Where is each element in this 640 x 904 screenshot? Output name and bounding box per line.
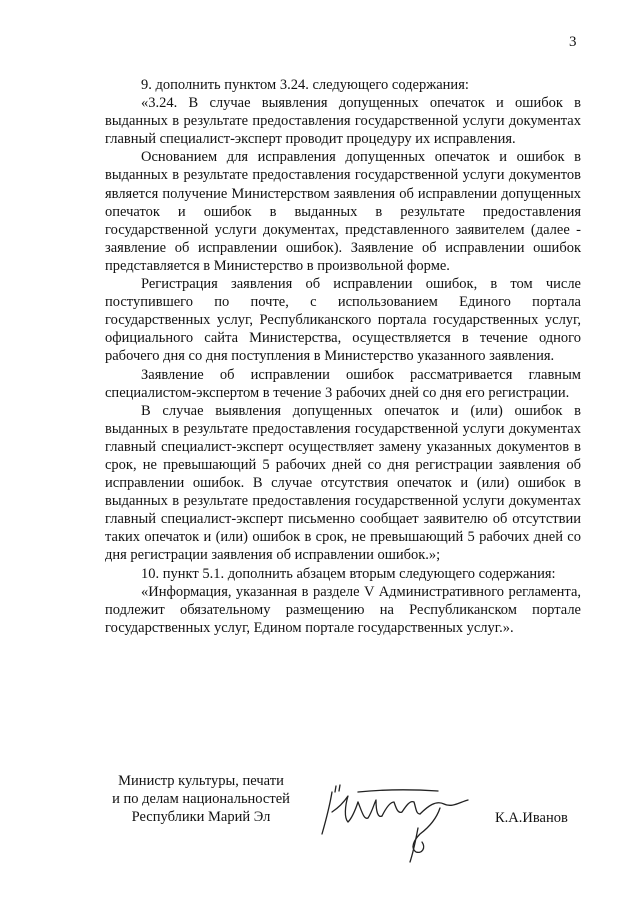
paragraph-information: «Информация, указанная в разделе V Административного регламента, подлежит обязательному размещению на Республиканском портале государственных услуг, Едином портале государственных услуг.».: [105, 583, 581, 636]
signatory-title-line: Министр культуры, печати: [118, 773, 284, 789]
paragraph-point-3-24: «3.24. В случае выявления допущенных опечаток и ошибок в выданных в результате предоставления государственной услуги документах главный специалист-эксперт проводит процедуру их исправления.: [105, 95, 581, 148]
paragraph-registration: Регистрация заявления об исправлении ошибок, в том числе поступившего по почте, с использованием Единого портала государственных услуг, Республиканского портала государственных услуг, официального сайта Министерства, осуществляется в течение одного рабочего дня со дня поступления в Министерство указанного заявления.: [105, 276, 581, 365]
paragraph-correction: В случае выявления допущенных опечаток и (или) ошибок в выданных в результате предоставления государственной услуги документах главный специалист-эксперт осуществляет замену указанных документов в срок, не превышающий 5 рабочих дней со дня регистрации заявления об исправлении ошибок. В случае отсутствия опечаток и (или) ошибок в выданных в результате предоставления государственной услуги документах главный специалист-эксперт письменно сообщает заявителю об отсутствии таких опечаток и (или) ошибок в срок, не превышающий 5 рабочих дней со дня регистрации заявления об исправлении ошибок.»;: [105, 402, 581, 564]
paragraph-item-9: 9. дополнить пунктом 3.24. следующего содержания:: [141, 77, 469, 93]
document-body: [105, 76, 581, 637]
paragraph-review: Заявление об исправлении ошибок рассматривается главным специалистом-экспертом в течение 3 рабочих дней со дня его регистрации.: [105, 366, 581, 401]
signatory-title-line: Республики Марий Эл: [131, 809, 271, 826]
signatory-title: [101, 772, 301, 826]
signer-name: К.А.Иванов: [495, 810, 568, 826]
page-number: 3: [569, 34, 577, 50]
handwritten-signature: [318, 772, 478, 874]
signatory-title-line: и по делам национальностей: [112, 791, 290, 808]
paragraph-grounds: Основанием для исправления допущенных опечаток и ошибок в выданных в результате предоставления государственной услуги документов является получение Министерством заявления об исправлении допущенных опечаток и ошибок в выданных в результате предоставления государственной услуги документах, представленного заявителем (далее - заявление об исправлении ошибок). Заявление об исправлении ошибок представляется в Министерство в произвольной форме.: [105, 149, 581, 274]
paragraph-item-10: 10. пункт 5.1. дополнить абзацем вторым следующего содержания:: [141, 565, 556, 582]
